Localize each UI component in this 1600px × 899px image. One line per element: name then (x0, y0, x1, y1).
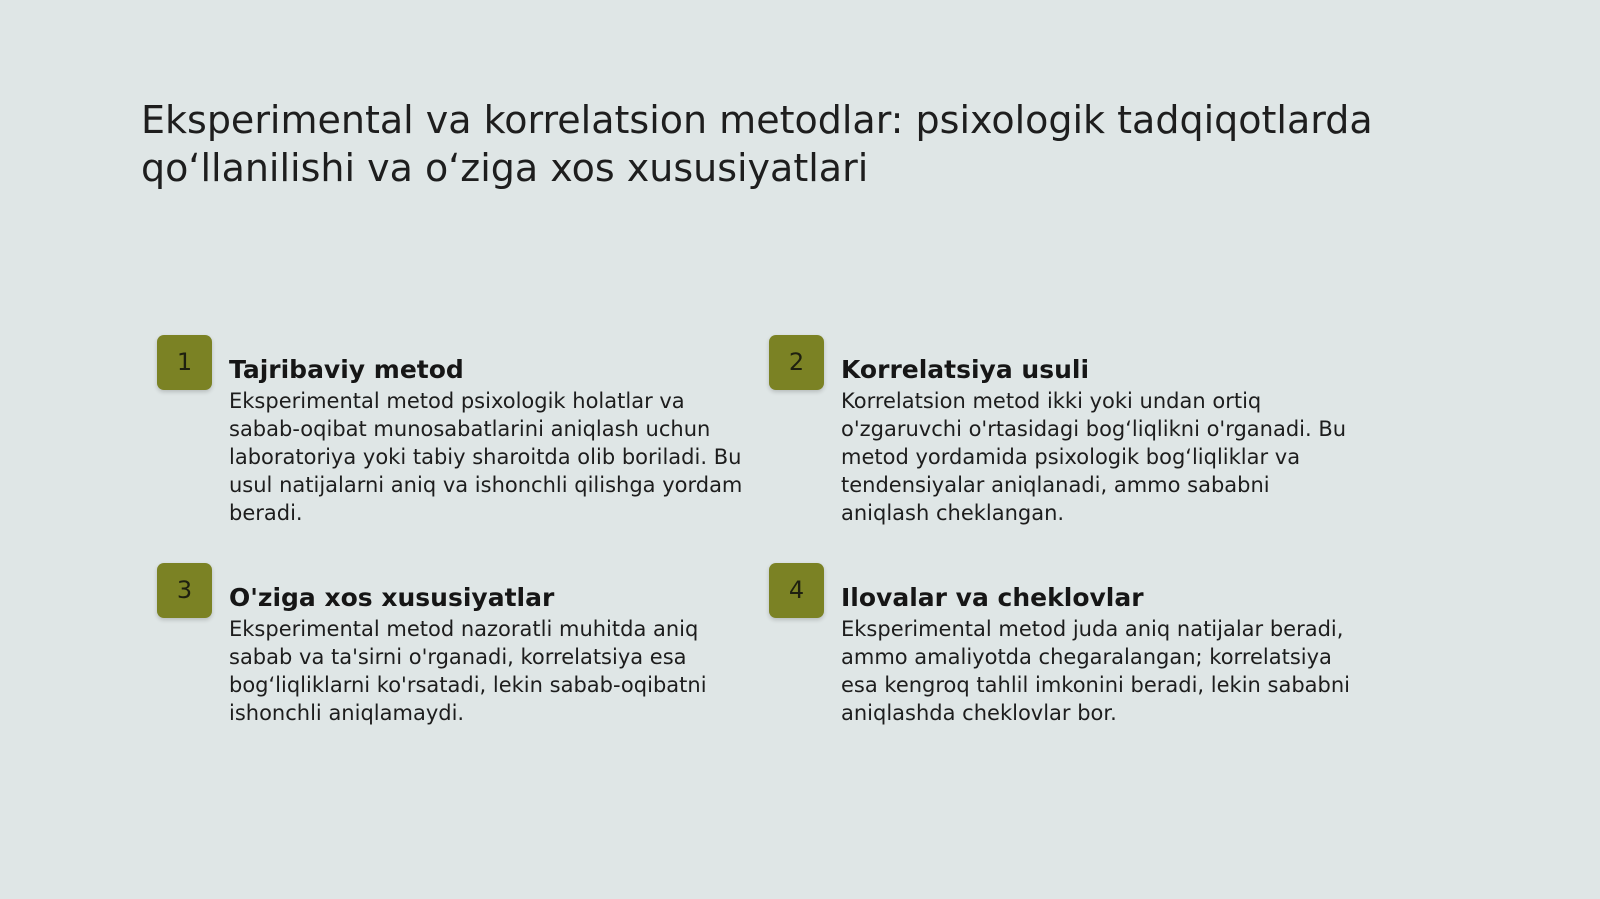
number-badge: 1 (157, 335, 212, 390)
item-text: Eksperimental metod nazoratli muhitda aniq sabab va ta'sirni o'rganadi, korrelatsiya esa bog‘liqliklarni ko'rsatadi, lekin sabab-oqibatni ishonchli aniqlamaydi. (229, 617, 707, 725)
item-content (229, 581, 749, 727)
number-badge: 3 (157, 563, 212, 618)
item-text: Korrelatsion metod ikki yoki undan ortiq o'zgaruvchi o'rtasidagi bog‘liqlikni o'rganadi. Bu metod yordamida psixologik bog‘liqliklar va tendensiyalar aniqlanadi, ammo sababni aniqlash cheklangan. (841, 389, 1347, 525)
number-badge: 2 (769, 335, 824, 390)
item-heading: Korrelatsiya usuli (841, 355, 1090, 384)
slide-title: Eksperimental va korrelatsion metodlar: psixologik tadqiqotlarda qo‘llanilishi va o‘ziga xos xususiyatlari (141, 98, 1373, 190)
item-heading: Ilovalar va cheklovlar (841, 583, 1144, 612)
item-heading: O'ziga xos xususiyatlar (229, 583, 555, 612)
item-content (229, 353, 749, 527)
item-content (841, 353, 1361, 527)
number-badge: 4 (769, 563, 824, 618)
item-text: Eksperimental metod psixologik holatlar va sabab-oqibat munosabatlarini aniqlash uchun laboratoriya yoki tabiy sharoitda olib boriladi. Bu usul natijalarni aniq va ishonchli qilishga yordam beradi. (229, 389, 743, 525)
item-heading: Tajribaviy metod (229, 355, 464, 384)
item-content (841, 581, 1361, 727)
item-text: Eksperimental metod juda aniq natijalar beradi, ammo amaliyotda chegaralangan; korrelatsiya esa kengroq tahlil imkonini beradi, lekin sababni aniqlashda cheklovlar bor. (841, 617, 1350, 725)
